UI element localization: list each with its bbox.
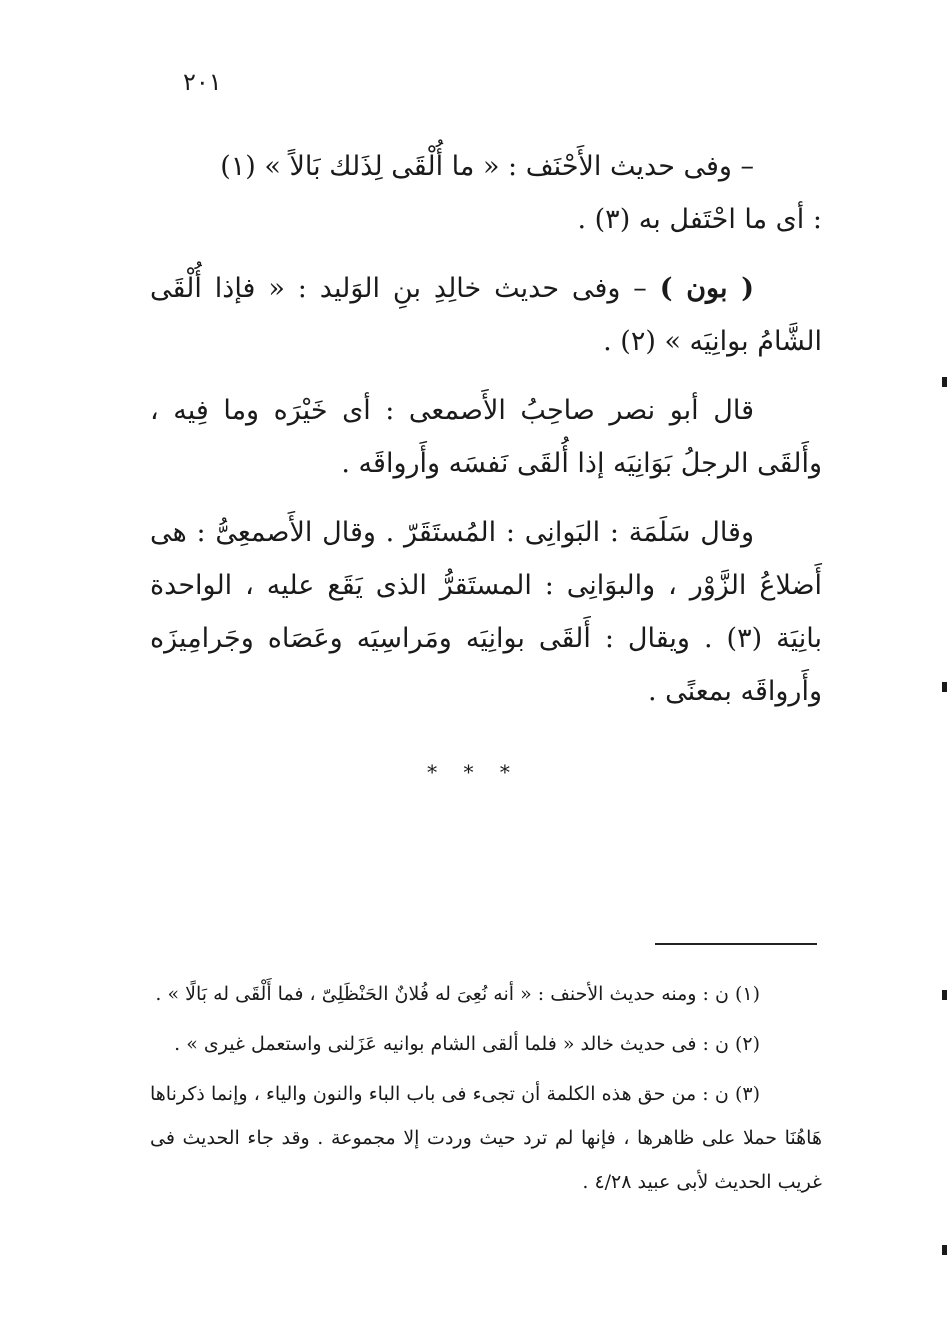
footnote-1: [150, 972, 822, 1016]
paragraph-ahnaf-line-2: : أى ما احْتَفل به (٣) .: [577, 204, 822, 235]
main-text: [150, 140, 822, 734]
scan-edge-mark: [942, 1245, 947, 1255]
paragraph-salama-text: وقال سَلَمَة : البَوانِى : المُستَقَرّ . وقال الأَصمعِىُّ : هى أَضلاعُ الزَّوْر ، والبوَانِى : المستَقرُّ الذى يَقَع عليه ، الواحدة بانِيَة (٣) . ويقال : أَلقَى بوانِيَه ومَراسِيَه وعَصَاه وجَرامِيزَه وأَرواقَه بمعنًى .: [150, 517, 822, 707]
paragraph-abu-nasr: [150, 384, 822, 490]
footnote-1-text: (١) ن : ومنه حديث الأحنف : « أنه نُعِىَ له فُلانٌ الحَنْظَلِىّ ، فما أَلْقَى له بَالًا » .: [155, 983, 760, 1005]
paragraph-salama: [150, 506, 822, 718]
scan-edge-mark: [942, 377, 947, 387]
footnote-3-text: (٣) ن : من حق هذه الكلمة أن تجىء فى باب الباء والنون والياء ، وإنما ذكرناها هَاهُنَا حملا على ظاهرها ، فإنها لم ترد حيث وردت إلا مجموعة . وقد جاء الحديث فى غريب الحديث لأبى عبيد ٤/٢٨ .: [150, 1083, 822, 1193]
footnote-3: [150, 1072, 822, 1204]
entry-keyword: ( بون ): [659, 273, 755, 304]
scan-edge-mark: [942, 682, 947, 692]
footnotes: [150, 972, 822, 1210]
section-separator: * * *: [427, 760, 520, 784]
paragraph-ahnaf-line-1: – وفى حديث الأَحْنَف : « ما أُلْقَى لِذَلك بَالاً » (١): [220, 151, 754, 182]
paragraph-abu-nasr-text: قال أبو نصر صاحِبُ الأَصمعى : أى خَيْرَه وما فِيه ، وأَلقَى الرجلُ بَوَانِيَه إذا أُلقَى نَفسَه وأَرواقَه .: [150, 395, 822, 479]
footnote-2: [150, 1022, 822, 1066]
footnote-rule: [655, 943, 817, 945]
paragraph-bwn: [150, 262, 822, 368]
scan-edge-mark: [942, 990, 947, 1000]
page-number: ٢٠١: [183, 68, 222, 96]
footnote-2-text: (٢) ن : فى حديث خالد « فلما ألقى الشام بوانيه عَزَلنى واستعمل غيرى » .: [174, 1033, 760, 1055]
paragraph-bwn-text: – وفى حديث خالِدِ بنِ الوَليد : « فإذا أُلْقَى الشَّامُ بوانِيَه » (٢) .: [150, 273, 822, 357]
paragraph-ahnaf: [150, 140, 822, 246]
